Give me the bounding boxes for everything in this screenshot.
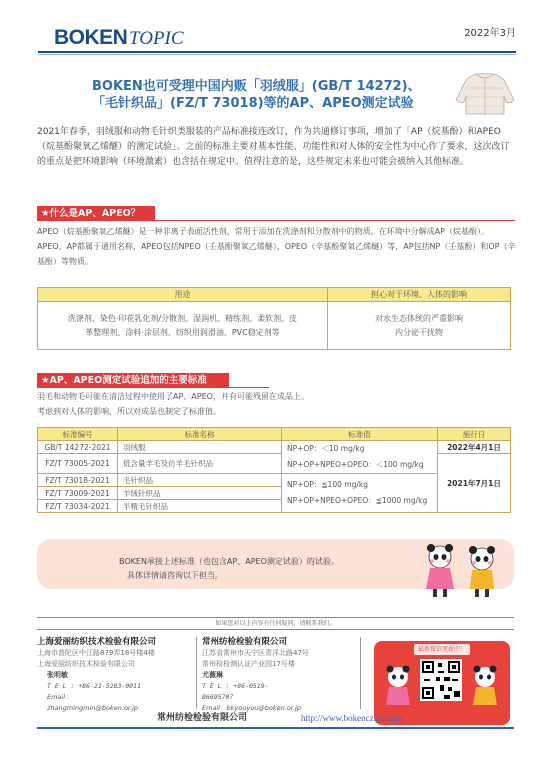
limit-b-2: NP+OP+NPEO+OPEO：≦1000 mg/kg [287,496,428,505]
contact-address-1: 江苏省常州市天宁区青洋北路47号 [202,649,309,657]
contact-note: 如果您对以上内容有任何疑问，请联系我们。 [37,617,514,630]
standard-name: 羊绒针织品 [118,487,282,500]
standard-name: 毛针织品 [118,474,282,487]
section-heading-what-is: ★什么是AP、APEO？ [37,206,155,221]
title-line-1: BOKEN也可受理中国内贩「羽绒服」(GB/T 14272)、 [92,79,421,94]
contact-card-shanghai [37,637,193,714]
limit-cell-a [282,441,438,474]
page-footer [37,711,514,725]
boken-logo: BOKEN [54,26,128,49]
page-title [92,78,452,112]
usage-header: 用途 [38,288,328,302]
topic-logo: TOPIC [129,28,184,49]
contact-email-label: Email： [47,693,72,701]
standard-no: FZ/T 73018-2021 [38,474,118,487]
limit-b-1: NP+OP：≦100 mg/kg [287,480,369,489]
title-line-2: 「毛针织品」(FZ/T 73018)等的AP、APEO测定试验 [92,96,414,111]
usage-table [37,287,511,350]
contact-divider [360,637,361,709]
contact-org: 常州纺检检验有限公司 [202,637,288,647]
issue-date: 2022年3月 [464,28,516,39]
standard-name: 羽绒服 [118,441,282,454]
impact-line-2: 内分泌干扰物 [395,327,443,337]
section-rule-1 [37,220,515,221]
contact-tel-2: 86695707 [202,693,234,701]
standard-no: FZ/T 73034-2021 [38,500,118,513]
contact-email[interactable]: zhangmingmin@boken.or.jp [47,704,139,712]
usage-line-2: 革整理剂、涂料·涂层剂、纺织用润滑油、PVC稳定剂等 [85,327,280,337]
panda-icon [382,665,414,713]
section1-paragraph: APEO（烷基酚聚氧乙烯醚）是一种非离子表面活性剂，常用于添加在洗涤剂和分散剂中的物质，在环境中分解成AP（烷基酚）。APEO、AP都属于通用名称，APEO包括NPEO（壬基酚聚氧乙烯醚）、OPEO（辛基酚聚氧乙烯醚）等，AP包括NP（壬基酚）和OP（辛基酚）等物质。 [37,227,516,266]
table-row [38,454,511,474]
col-standard-name: 标准名称 [118,428,282,441]
panda-icon [469,665,501,713]
standards-table [37,427,511,513]
callout-text [119,555,339,583]
limit-a-1: NP+OP：＜10 mg/kg [287,444,365,453]
col-limit: 标准值 [282,428,438,441]
contact-divider [196,637,197,709]
date-cell-a: 2022年4月1日 [438,441,511,454]
col-standard-no: 标准编号 [38,428,118,441]
table-row [38,441,511,454]
panda-mascots-illustration [412,543,512,599]
usage-cell [38,302,328,350]
contact-address-1: 上海市普陀区中江路879弄18号楼4楼 [37,649,155,657]
footer-org: 常州纺检检验有限公司 [157,713,248,723]
qr-code-icon[interactable] [420,659,462,701]
limit-a-2: NP+OP+NPEO+OPEO：＜100 mg/kg [287,460,424,469]
intro-paragraph: 2021年春季，羽绒服和动物毛针织类服装的产品标准接连改订，作为共通修订事项，增加了「AP（烷基酚）和APEO（烷基酚聚氧乙烯醚）的测定试验」。之前的标准主要对基本性能、功能性和对人体的安全性为中心作了要求，这次改订的重点是把环境影响（环境激素）也含括在规定中。值得注意的是，这些规定未来也可能会被纳入其他标准。 [37,127,510,167]
section-rule-2 [37,387,269,388]
contact-card-changzhou [202,637,358,714]
contact-address-2: 上海爱丽纺织技术检验有限公司 [37,660,135,668]
header-rule [38,51,516,53]
impact-header: 担心对于环境、人体的影响 [328,288,511,302]
standard-no: FZ/T 73009-2021 [38,487,118,500]
contact-address-2: 常州检检测认证产业园17号楼 [202,660,295,668]
contact-person: 张明敏 [47,671,68,679]
section2-paragraph [37,389,517,419]
footer-url[interactable]: http://www.bokencz.com.cn [301,713,403,723]
col-effective-date: 施行日 [438,428,511,441]
contact-tel: T E L : +86-21-5283-0011 [47,682,141,690]
contact-email[interactable]: Email：bkyouyou@boken.or.jp [202,704,301,712]
standard-name: 半精毛针织品 [118,500,282,513]
standard-no: GB/T 14272-2021 [38,441,118,454]
callout-line-1: BOKEN承接上述标准（也包含AP、APEO测定试验）的试验。 [119,557,339,566]
footer-rule [37,727,514,729]
impact-cell [328,302,511,350]
standard-name: 低含量羊毛及仿羊毛针织品 [118,454,282,474]
contact-tel: T E L : +86-0519- [202,682,269,690]
header-rule-thin [38,54,516,55]
standard-no: FZ/T 73005-2021 [38,454,118,474]
usage-line-1: 洗涤剂、染色·印花乳化剂/分散剂、湿润机、精练剂、柔软剂、皮 [67,313,298,323]
impact-line-1: 对水生态体统的严重影响 [375,313,463,323]
callout-line-2: 具体详情请咨询以下担当。 [127,571,223,580]
sweater-illustration [452,66,518,116]
section2-line-1: 羽毛和动物毛可能在清洁过程中使用了AP、APEO，并有可能残留在成品上。 [37,392,309,401]
date-cell-b: 2021年7月1日 [438,454,511,513]
contact-org: 上海爱丽纺织技术检验有限公司 [37,637,157,647]
contact-person: 尤薇琳 [202,671,223,679]
section-heading-standards: ★AP、APEO测定试验追加的主要标准 [37,373,229,388]
wechat-tag: 最新微信更新中！ [414,644,470,655]
page-header [38,20,516,52]
section2-line-2: 考虑到对人体的影响，所以对成品也制定了标准值。 [37,407,221,416]
limit-cell-b [282,474,438,513]
